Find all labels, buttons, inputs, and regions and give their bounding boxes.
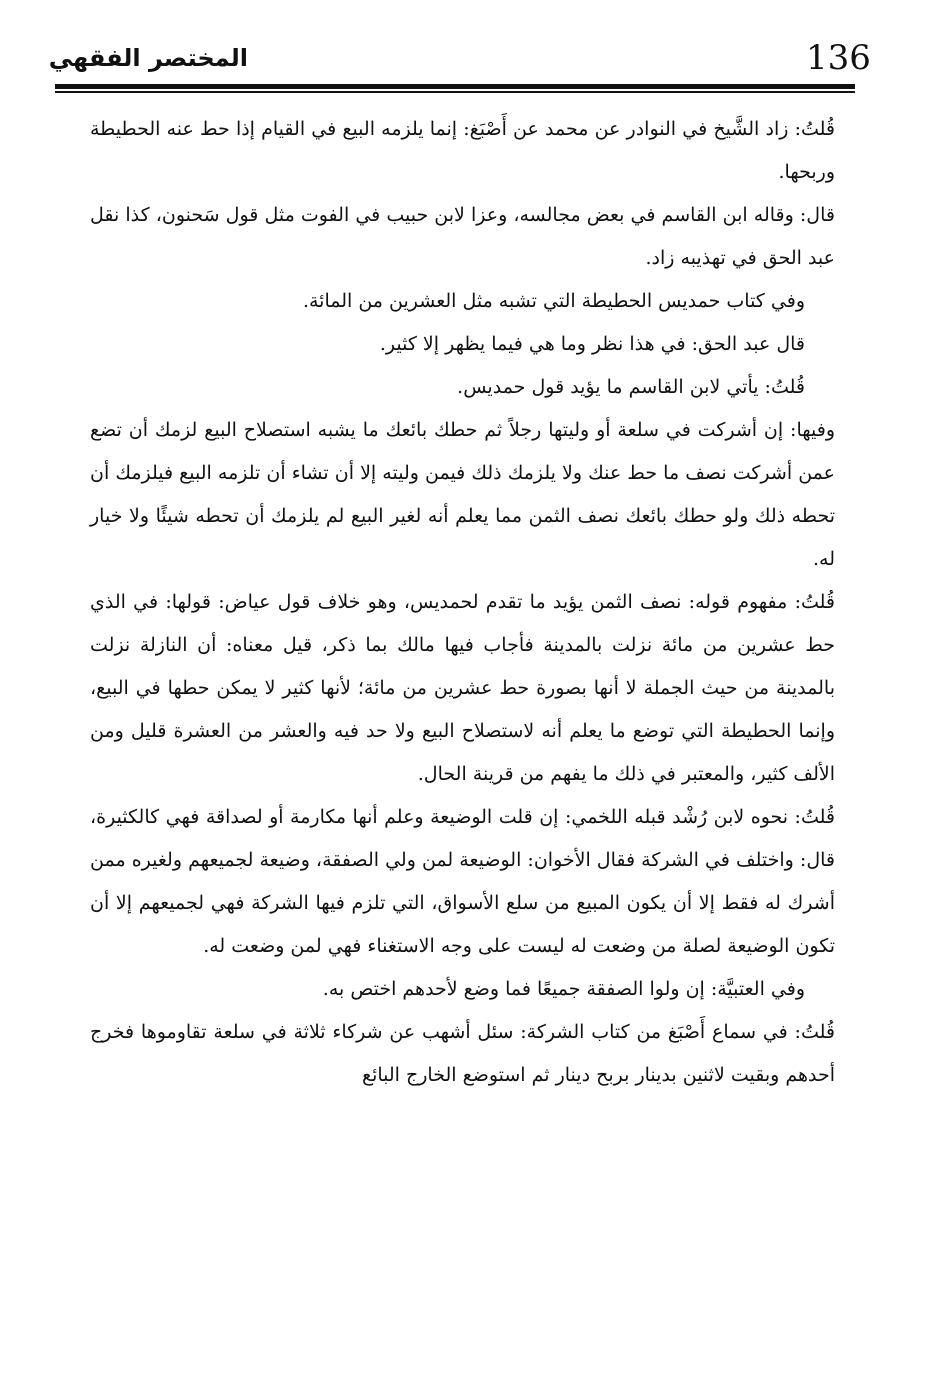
paragraph: قال عبد الحق: في هذا نظر وما هي فيما يظهر إلا كثير. bbox=[379, 333, 805, 355]
paragraph: وفي كتاب حمديس الحطيطة التي تشبه مثل العشرين من المائة. bbox=[302, 290, 805, 312]
paragraph: قُلتُ: زاد الشَّيخ في النوادر عن محمد عن أَصْبَغ: إنما يلزمه البيع في القيام إذا حط عنه الحطيطة وربحها. bbox=[90, 118, 835, 183]
paragraph: قُلتُ: يأتي لابن القاسم ما يؤيد قول حمديس. bbox=[457, 376, 805, 398]
paragraph: قُلتُ: نحوه لابن رُشْد قبله اللخمي: إن قلت الوضيعة وعلم أنها مكارمة أو لصداقة فهي كالكثيرة، قال: واختلف في الشركة فقال الأخوان: الوضيعة لمن ولي الصفقة، وضيعة لجميعهم ولغيره ممن أشرك له فقط إلا أن يكون المبيع من سلع الأسواق، التي تلزم فيها الشركة فهي لجميعهم إلا أن تكون الوضيعة لصلة من وضعت له ليست على وجه الاستغناء فهي لمن وضعت له. bbox=[90, 806, 835, 957]
header-rule-thin bbox=[55, 91, 855, 93]
page-number: 136 bbox=[806, 38, 871, 78]
header-rule-thick bbox=[55, 84, 855, 89]
paragraph: قُلتُ: مفهوم قوله: نصف الثمن يؤيد ما تقدم لحمديس، وهو خلاف قول عياض: قولها: في الذي حط عشرين من مائة نزلت بالمدينة فأجاب فيها مالك بما ذكر، قيل معناه: أن النازلة نزلت بالمدينة من حيث الجملة لا أنها بصورة حط عشرين من مائة؛ لأنها كثير لا يمكن حطها في البيع، وإنما الحطيطة التي توضع ما يعلم أنه لاستصلاح البيع ولا حد فيه والعشر من العشرة قليل ومن الألف كثير، والمعتبر في ذلك ما يفهم من قرينة الحال. bbox=[90, 591, 835, 785]
paragraph: قال: وقاله ابن القاسم في بعض مجالسه، وعزا لابن حبيب في الفوت مثل قول سَحنون، كذا نقل عبد الحق في تهذيبه زاد. bbox=[90, 204, 835, 269]
paragraph: وفي العتبيَّة: إن ولوا الصفقة جميعًا فما وضع لأحدهم اختص به. bbox=[322, 978, 805, 1000]
paragraph: قُلتُ: في سماع أَصْبَغ من كتاب الشركة: سئل أشهب عن شركاء ثلاثة في سلعة تقاوموها فخرج أحدهم وبقيت لاثنين بدينار بربح دينار ثم استوضع الخارج البائع bbox=[90, 1021, 835, 1086]
running-title: المختصر الفقهي bbox=[48, 44, 248, 72]
body-text bbox=[90, 108, 835, 1097]
paragraph: وفيها: إن أشركت في سلعة أو وليتها رجلاً ثم حطك بائعك ما يشبه استصلاح البيع لزمك أن تضع عمن أشركت نصف ما حط عنك ولا يلزمك ذلك فيمن وليته إلا أن تشاء أن تلزمه البيع فيلزمك أن تحطه ذلك ولو حطك بائعك نصف الثمن مما يعلم أنه لغير البيع لم يلزمك أن تحطه شيئًا ولا خيار له. bbox=[90, 419, 835, 570]
